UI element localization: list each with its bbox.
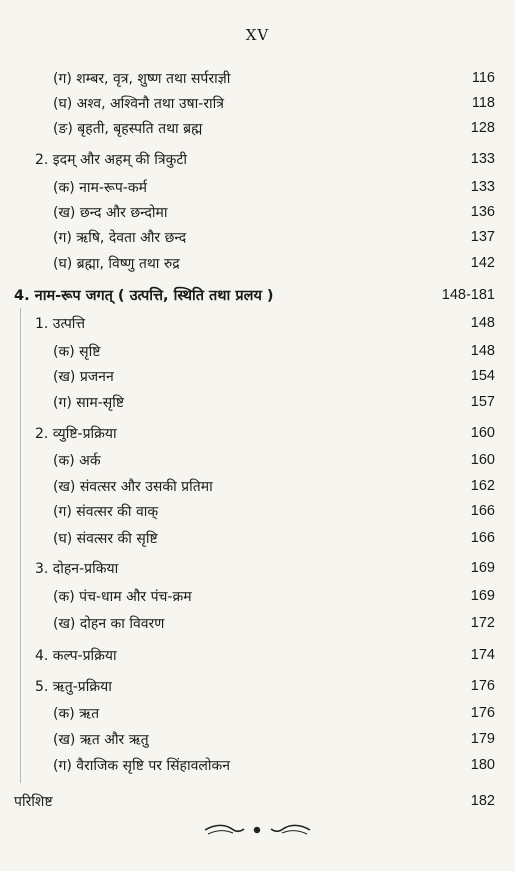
toc-entry-page: 180 — [470, 757, 495, 773]
toc-entry — [0, 251, 515, 275]
toc-entry — [0, 674, 515, 698]
toc-entry — [0, 147, 515, 171]
toc-entry-page: 142 — [470, 255, 495, 271]
toc-entry — [0, 499, 515, 523]
toc-entry — [0, 448, 515, 472]
toc-entry — [0, 116, 515, 140]
toc-entry-page: 176 — [470, 678, 495, 694]
toc-entry — [0, 701, 515, 725]
toc-entry-title: (ग) साम-सृष्टि — [53, 394, 125, 411]
toc-entry — [0, 421, 515, 445]
toc-entry-page: 148 — [470, 343, 495, 359]
toc-entry-page: 133 — [470, 151, 495, 167]
toc-entry — [0, 556, 515, 580]
toc-entry-page: 148 — [470, 315, 495, 331]
toc-entry-title: 3. दोहन-प्रकिया — [35, 560, 119, 577]
toc-entry-title: (घ) ब्रह्मा, विष्णु तथा रुद्र — [53, 255, 180, 272]
toc-entry — [0, 311, 515, 335]
toc-entry — [0, 225, 515, 249]
toc-entry-page: 172 — [470, 615, 495, 631]
toc-entry-title: 2. व्युष्टि-प्रक्रिया — [35, 425, 117, 442]
toc-entry-title: 4. कल्प-प्रक्रिया — [35, 647, 117, 664]
toc-entry-page: 182 — [470, 793, 495, 809]
toc-entry-page: 128 — [470, 120, 495, 136]
toc-entry — [0, 283, 515, 307]
toc-entry-page: 148-181 — [441, 287, 495, 303]
toc-entry-page: 133 — [470, 179, 495, 195]
toc-entry-page: 166 — [470, 530, 495, 546]
toc-entry-page: 169 — [470, 588, 495, 604]
toc-entry-page: 160 — [470, 452, 495, 468]
toc-entry-title: 5. ऋतु-प्रक्रिया — [35, 678, 112, 695]
toc-entry-page: 166 — [470, 503, 495, 519]
toc-entry — [0, 789, 515, 813]
toc-entry — [0, 200, 515, 224]
toc-entry-title: (ग) संवत्सर की वाक् — [53, 503, 159, 520]
toc-entry-page: 157 — [470, 394, 495, 410]
toc-entry — [0, 611, 515, 635]
toc-entry-title: (ङ) बृहती, बृहस्पति तथा ब्रह्म — [53, 120, 203, 137]
toc-entry-page: 174 — [470, 647, 495, 663]
toc-entry-page: 160 — [470, 425, 495, 441]
toc-entry-title: (क) पंच-धाम और पंच-क्रम — [53, 588, 192, 605]
toc-entry-page: 118 — [471, 95, 495, 111]
toc-entry — [0, 91, 515, 115]
toc-entry-title: 2. इदम् और अहम् की त्रिकुटी — [35, 151, 188, 168]
toc-entry-page: 116 — [471, 70, 495, 86]
toc-entry — [0, 474, 515, 498]
toc-entry-page: 169 — [470, 560, 495, 576]
toc-entry-page: 176 — [470, 705, 495, 721]
toc-entry-title: (क) सृष्टि — [53, 343, 101, 360]
toc-entry-page: 137 — [470, 229, 495, 245]
toc-entry-title: परिशिष्ट — [14, 793, 53, 810]
toc-entry-page: 179 — [470, 731, 495, 747]
toc-entry-title: 1. उत्पत्ति — [35, 315, 86, 332]
toc-entry-title: (घ) संवत्सर की सृष्टि — [53, 530, 158, 547]
toc-entry — [0, 584, 515, 608]
toc-entry-title: (क) ऋत — [53, 705, 100, 722]
toc-entry-title: (ग) वैराजिक सृष्टि पर सिंहावलोकन — [53, 757, 231, 774]
toc-entry-title: (ख) ऋत और ऋतु — [53, 731, 149, 748]
toc-entry-page: 162 — [470, 478, 495, 494]
toc-entry-title: (क) अर्क — [53, 452, 101, 469]
toc-entry — [0, 526, 515, 550]
toc-entry — [0, 364, 515, 388]
toc-entry-title: (ग) शम्बर, वृत्र, शुष्ण तथा सर्पराज्ञी — [53, 70, 231, 87]
toc-entry-page: 154 — [470, 368, 495, 384]
toc-entry — [0, 339, 515, 363]
toc-entry — [0, 727, 515, 751]
toc-entry-title: 4. नाम-रूप जगत् ( उत्पत्ति, स्थिति तथा प्रलय ) — [14, 288, 274, 304]
toc-entry-title: (ख) प्रजनन — [53, 368, 114, 385]
toc-entry — [0, 643, 515, 667]
toc-entry — [0, 753, 515, 777]
toc-entry-page: 136 — [470, 204, 495, 220]
toc-entry — [0, 175, 515, 199]
toc-entry-title: (ख) संवत्सर और उसकी प्रतिमा — [53, 478, 213, 495]
toc-entry — [0, 390, 515, 414]
toc-entry-title: (घ) अश्व, अश्विनौ तथा उषा-रात्रि — [53, 95, 225, 112]
page-number: XV — [245, 26, 270, 44]
ornament-divider — [0, 820, 515, 840]
toc-entry-title: (क) नाम-रूप-कर्म — [53, 179, 147, 196]
toc-entry-title: (ख) दोहन का विवरण — [53, 615, 165, 632]
toc-entry-title: (ग) ऋषि, देवता और छन्द — [53, 229, 187, 246]
toc-entry-title: (ख) छन्द और छन्दोमा — [53, 204, 168, 221]
toc-entry — [0, 66, 515, 90]
